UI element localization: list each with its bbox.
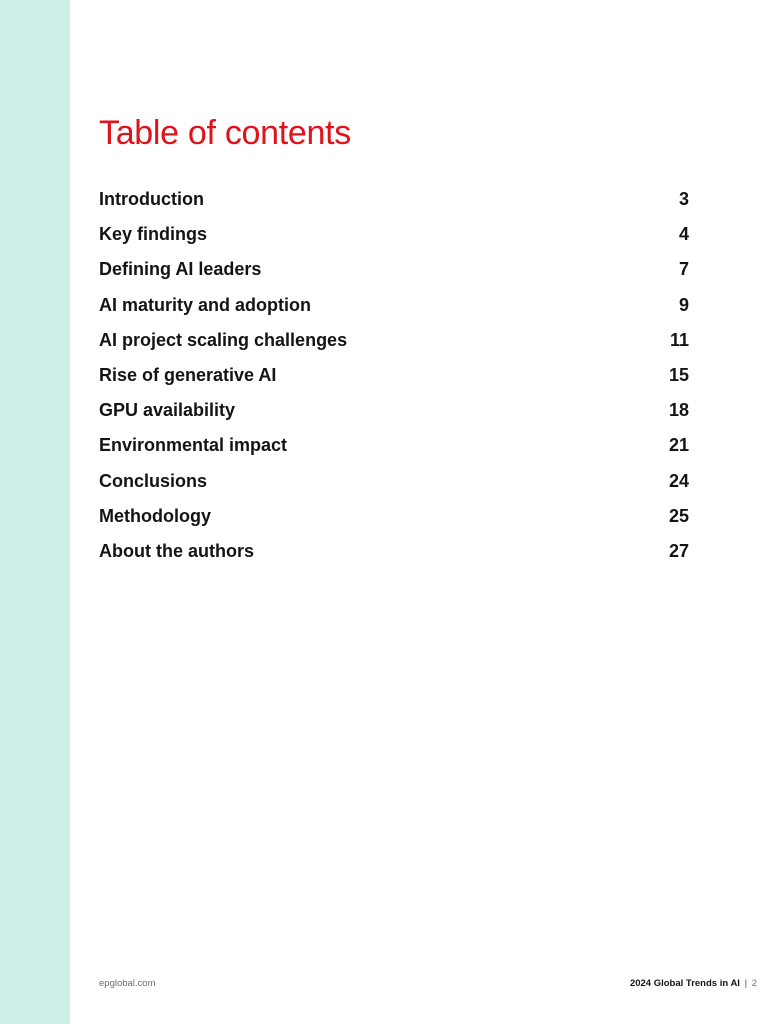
toc-entry-label: Environmental impact (99, 435, 288, 456)
toc-entry-key-findings[interactable] (99, 217, 689, 252)
toc-entry-about-the-authors[interactable] (99, 534, 689, 569)
toc-entry-label: Conclusions (99, 470, 208, 491)
toc-entry-page: 25 (668, 505, 689, 526)
toc-entry-label: Rise of generative AI (99, 365, 277, 386)
toc-entry-page: 3 (678, 189, 689, 210)
footer-page-number: 2 (751, 978, 757, 989)
toc-entry-page: 9 (678, 294, 689, 315)
toc-entry-ai-project-scaling-challenges[interactable] (99, 323, 689, 358)
footer-separator: | (744, 978, 748, 989)
toc-entry-methodology[interactable] (99, 499, 689, 534)
toc-entry-page: 24 (668, 470, 689, 491)
toc-entry-label: Defining AI leaders (99, 259, 262, 280)
toc-entry-defining-ai-leaders[interactable] (99, 252, 689, 287)
toc-entry-page: 11 (669, 329, 689, 350)
toc-entry-label: About the authors (99, 540, 254, 561)
toc-entry-label: Key findings (99, 224, 208, 245)
toc-entry-gpu-availability[interactable] (99, 393, 689, 428)
toc-entry-label: GPU availability (99, 400, 236, 421)
toc-entry-introduction[interactable] (99, 182, 689, 217)
footer-report-title: 2024 Global Trends in AI (629, 978, 740, 989)
toc-entry-label: Introduction (99, 189, 204, 210)
toc-entry-page: 4 (678, 224, 689, 245)
toc-entry-page: 7 (678, 259, 689, 280)
toc-entry-ai-maturity-and-adoption[interactable] (99, 288, 689, 323)
side-band (0, 0, 70, 1024)
toc-entry-label: AI maturity and adoption (99, 294, 312, 315)
toc-entry-page: 21 (668, 435, 689, 456)
toc-list (99, 182, 689, 569)
toc-entry-label: AI project scaling challenges (99, 329, 348, 350)
toc-entry-page: 27 (668, 540, 689, 561)
toc-entry-page: 15 (668, 365, 689, 386)
footer-report-info (630, 978, 757, 989)
toc-entry-environmental-impact[interactable] (99, 428, 689, 463)
footer-website[interactable]: epglobal.com (99, 978, 156, 989)
toc-entry-page: 18 (668, 400, 689, 421)
toc-entry-label: Methodology (99, 505, 211, 526)
page-title: Table of contents (99, 114, 351, 152)
toc-entry-rise-of-generative-ai[interactable] (99, 358, 689, 393)
toc-entry-conclusions[interactable] (99, 464, 689, 499)
